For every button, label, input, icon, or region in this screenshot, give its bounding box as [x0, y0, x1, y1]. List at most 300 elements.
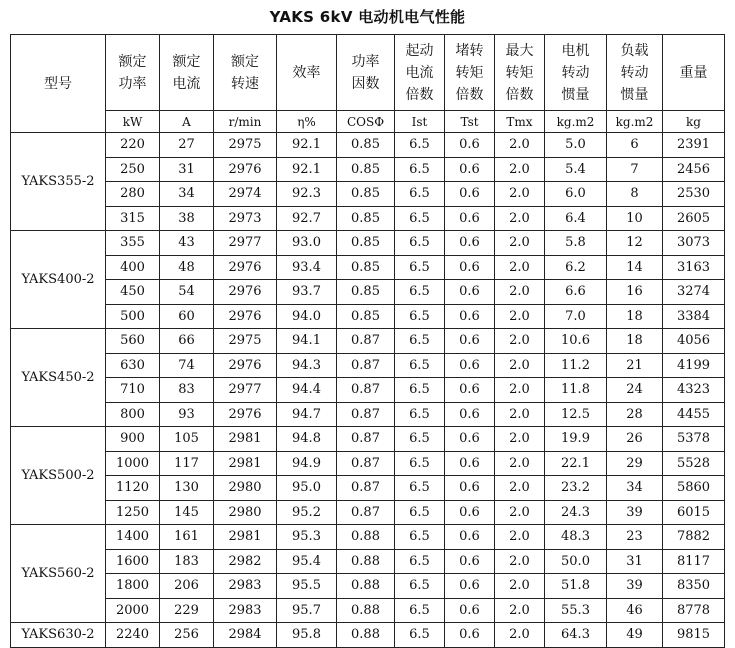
value-cell: 2456 — [663, 157, 725, 182]
value-cell: 93.0 — [277, 231, 337, 256]
value-cell: 630 — [106, 353, 160, 378]
value-cell: 95.8 — [277, 623, 337, 648]
table-header — [11, 35, 725, 133]
value-cell: 64.3 — [545, 623, 607, 648]
header-col-2 — [214, 35, 277, 111]
value-cell: 400 — [106, 255, 160, 280]
table-row — [11, 133, 725, 158]
header-label-line: 最大 — [505, 42, 534, 59]
header-label-line: 转动 — [620, 64, 649, 81]
value-cell: 6.5 — [395, 206, 445, 231]
value-cell: 0.88 — [337, 623, 395, 648]
value-cell: 0.85 — [337, 157, 395, 182]
value-cell: 2.0 — [495, 304, 545, 329]
value-cell: 2983 — [214, 598, 277, 623]
value-cell: 10.6 — [545, 329, 607, 354]
value-cell: 0.6 — [445, 549, 495, 574]
value-cell: 2.0 — [495, 157, 545, 182]
value-cell: 7.0 — [545, 304, 607, 329]
value-cell: 2.0 — [495, 451, 545, 476]
value-cell: 31 — [160, 157, 214, 182]
value-cell: 229 — [160, 598, 214, 623]
value-cell: 1800 — [106, 574, 160, 599]
model-cell: YAKS630-2 — [11, 623, 106, 648]
value-cell: 94.3 — [277, 353, 337, 378]
value-cell: 6.5 — [395, 549, 445, 574]
unit-cell: COSΦ — [337, 111, 395, 133]
header-col-7 — [495, 35, 545, 111]
value-cell: 6.5 — [395, 133, 445, 158]
value-cell: 95.0 — [277, 476, 337, 501]
value-cell: 21 — [607, 353, 663, 378]
value-cell: 6.5 — [395, 378, 445, 403]
value-cell: 2605 — [663, 206, 725, 231]
value-cell: 54 — [160, 280, 214, 305]
value-cell: 22.1 — [545, 451, 607, 476]
value-cell: 92.7 — [277, 206, 337, 231]
table-row — [11, 182, 725, 207]
value-cell: 2.0 — [495, 206, 545, 231]
value-cell: 7882 — [663, 525, 725, 550]
value-cell: 2982 — [214, 549, 277, 574]
header-label-line: 功率 — [118, 75, 147, 92]
table-row — [11, 353, 725, 378]
table-row — [11, 476, 725, 501]
value-cell: 2981 — [214, 427, 277, 452]
table-row — [11, 525, 725, 550]
value-cell: 23.2 — [545, 476, 607, 501]
value-cell: 2981 — [214, 525, 277, 550]
value-cell: 2980 — [214, 500, 277, 525]
value-cell: 0.85 — [337, 182, 395, 207]
value-cell: 183 — [160, 549, 214, 574]
value-cell: 8 — [607, 182, 663, 207]
header-label-line: 转矩 — [455, 64, 484, 81]
unit-cell: r/min — [214, 111, 277, 133]
value-cell: 34 — [607, 476, 663, 501]
header-label-line: 转动 — [561, 64, 590, 81]
header-model: 型号 — [11, 35, 106, 133]
header-row-units — [11, 111, 725, 133]
value-cell: 0.6 — [445, 402, 495, 427]
table-row — [11, 549, 725, 574]
header-label-line: 负载 — [620, 42, 649, 59]
value-cell: 2976 — [214, 255, 277, 280]
value-cell: 0.6 — [445, 133, 495, 158]
value-cell: 6 — [607, 133, 663, 158]
header-col-0 — [106, 35, 160, 111]
value-cell: 2391 — [663, 133, 725, 158]
value-cell: 2974 — [214, 182, 277, 207]
value-cell: 2980 — [214, 476, 277, 501]
value-cell: 1000 — [106, 451, 160, 476]
value-cell: 2977 — [214, 378, 277, 403]
value-cell: 93 — [160, 402, 214, 427]
value-cell: 2976 — [214, 304, 277, 329]
value-cell: 43 — [160, 231, 214, 256]
value-cell: 3274 — [663, 280, 725, 305]
value-cell: 66 — [160, 329, 214, 354]
table-row — [11, 574, 725, 599]
value-cell: 0.6 — [445, 525, 495, 550]
value-cell: 2.0 — [495, 402, 545, 427]
value-cell: 4199 — [663, 353, 725, 378]
model-cell: YAKS450-2 — [11, 329, 106, 427]
value-cell: 206 — [160, 574, 214, 599]
value-cell: 27 — [160, 133, 214, 158]
value-cell: 0.6 — [445, 500, 495, 525]
unit-cell: kg.m2 — [545, 111, 607, 133]
value-cell: 0.6 — [445, 353, 495, 378]
value-cell: 4323 — [663, 378, 725, 403]
value-cell: 2983 — [214, 574, 277, 599]
value-cell: 0.87 — [337, 451, 395, 476]
value-cell: 7 — [607, 157, 663, 182]
value-cell: 6.5 — [395, 157, 445, 182]
value-cell: 220 — [106, 133, 160, 158]
value-cell: 105 — [160, 427, 214, 452]
value-cell: 14 — [607, 255, 663, 280]
value-cell: 2.0 — [495, 549, 545, 574]
value-cell: 55.3 — [545, 598, 607, 623]
value-cell: 74 — [160, 353, 214, 378]
value-cell: 117 — [160, 451, 214, 476]
value-cell: 3384 — [663, 304, 725, 329]
value-cell: 2.0 — [495, 378, 545, 403]
value-cell: 0.6 — [445, 329, 495, 354]
table-row — [11, 231, 725, 256]
value-cell: 0.85 — [337, 255, 395, 280]
header-label-line: 电机 — [561, 42, 590, 59]
header-label-line: 倍数 — [405, 86, 434, 103]
table-row — [11, 329, 725, 354]
header-label-line: 额定 — [231, 53, 259, 70]
value-cell: 0.87 — [337, 476, 395, 501]
value-cell: 31 — [607, 549, 663, 574]
value-cell: 6.4 — [545, 206, 607, 231]
value-cell: 2975 — [214, 133, 277, 158]
value-cell: 46 — [607, 598, 663, 623]
value-cell: 2.0 — [495, 182, 545, 207]
header-label-line: 重量 — [679, 64, 708, 81]
unit-cell: Tmx — [495, 111, 545, 133]
value-cell: 9815 — [663, 623, 725, 648]
header-col-3 — [277, 35, 337, 111]
value-cell: 50.0 — [545, 549, 607, 574]
value-cell: 0.6 — [445, 231, 495, 256]
value-cell: 6.2 — [545, 255, 607, 280]
value-cell: 256 — [160, 623, 214, 648]
value-cell: 94.4 — [277, 378, 337, 403]
value-cell: 2240 — [106, 623, 160, 648]
value-cell: 49 — [607, 623, 663, 648]
unit-cell: A — [160, 111, 214, 133]
value-cell: 12 — [607, 231, 663, 256]
model-cell: YAKS500-2 — [11, 427, 106, 525]
value-cell: 6.5 — [395, 231, 445, 256]
value-cell: 95.5 — [277, 574, 337, 599]
value-cell: 2.0 — [495, 255, 545, 280]
value-cell: 10 — [607, 206, 663, 231]
value-cell: 39 — [607, 500, 663, 525]
value-cell: 0.6 — [445, 427, 495, 452]
value-cell: 95.3 — [277, 525, 337, 550]
value-cell: 6.5 — [395, 255, 445, 280]
value-cell: 6.5 — [395, 280, 445, 305]
value-cell: 2976 — [214, 157, 277, 182]
value-cell: 2973 — [214, 206, 277, 231]
model-cell: YAKS355-2 — [11, 133, 106, 231]
value-cell: 0.87 — [337, 353, 395, 378]
value-cell: 2.0 — [495, 598, 545, 623]
table-body — [11, 133, 725, 648]
value-cell: 6.5 — [395, 427, 445, 452]
value-cell: 0.6 — [445, 623, 495, 648]
page-title: YAKS 6kV 电动机电气性能 — [269, 8, 466, 26]
value-cell: 2.0 — [495, 476, 545, 501]
unit-cell: kW — [106, 111, 160, 133]
value-cell: 8117 — [663, 549, 725, 574]
header-col-8 — [545, 35, 607, 111]
value-cell: 2.0 — [495, 280, 545, 305]
header-label-line: 惯量 — [561, 86, 590, 103]
value-cell: 6.6 — [545, 280, 607, 305]
table-row — [11, 402, 725, 427]
header-col-1 — [160, 35, 214, 111]
header-col-5 — [395, 35, 445, 111]
value-cell: 29 — [607, 451, 663, 476]
value-cell: 2000 — [106, 598, 160, 623]
value-cell: 315 — [106, 206, 160, 231]
value-cell: 2976 — [214, 280, 277, 305]
value-cell: 6.5 — [395, 304, 445, 329]
value-cell: 83 — [160, 378, 214, 403]
value-cell: 0.6 — [445, 574, 495, 599]
value-cell: 92.1 — [277, 157, 337, 182]
value-cell: 51.8 — [545, 574, 607, 599]
value-cell: 2977 — [214, 231, 277, 256]
table-row — [11, 255, 725, 280]
value-cell: 23 — [607, 525, 663, 550]
value-cell: 2.0 — [495, 574, 545, 599]
value-cell: 0.6 — [445, 255, 495, 280]
value-cell: 0.88 — [337, 574, 395, 599]
value-cell: 3073 — [663, 231, 725, 256]
value-cell: 92.1 — [277, 133, 337, 158]
value-cell: 6.5 — [395, 525, 445, 550]
value-cell: 0.87 — [337, 378, 395, 403]
value-cell: 6.5 — [395, 500, 445, 525]
value-cell: 1600 — [106, 549, 160, 574]
value-cell: 6.5 — [395, 329, 445, 354]
value-cell: 0.87 — [337, 402, 395, 427]
value-cell: 3163 — [663, 255, 725, 280]
value-cell: 450 — [106, 280, 160, 305]
value-cell: 2.0 — [495, 231, 545, 256]
value-cell: 0.88 — [337, 598, 395, 623]
value-cell: 94.7 — [277, 402, 337, 427]
value-cell: 24.3 — [545, 500, 607, 525]
value-cell: 6.5 — [395, 182, 445, 207]
value-cell: 4056 — [663, 329, 725, 354]
value-cell: 34 — [160, 182, 214, 207]
value-cell: 18 — [607, 304, 663, 329]
header-label-line: 倍数 — [455, 86, 484, 103]
value-cell: 28 — [607, 402, 663, 427]
value-cell: 5860 — [663, 476, 725, 501]
value-cell: 0.6 — [445, 157, 495, 182]
value-cell: 11.2 — [545, 353, 607, 378]
value-cell: 6.5 — [395, 402, 445, 427]
value-cell: 130 — [160, 476, 214, 501]
table-row — [11, 378, 725, 403]
value-cell: 95.7 — [277, 598, 337, 623]
value-cell: 2.0 — [495, 623, 545, 648]
value-cell: 0.88 — [337, 525, 395, 550]
value-cell: 95.2 — [277, 500, 337, 525]
header-col-4 — [337, 35, 395, 111]
value-cell: 2530 — [663, 182, 725, 207]
value-cell: 39 — [607, 574, 663, 599]
value-cell: 24 — [607, 378, 663, 403]
value-cell: 5.0 — [545, 133, 607, 158]
value-cell: 93.4 — [277, 255, 337, 280]
value-cell: 6.5 — [395, 451, 445, 476]
value-cell: 355 — [106, 231, 160, 256]
value-cell: 94.8 — [277, 427, 337, 452]
value-cell: 2.0 — [495, 500, 545, 525]
table-row — [11, 206, 725, 231]
value-cell: 0.6 — [445, 378, 495, 403]
value-cell: 0.6 — [445, 476, 495, 501]
value-cell: 0.87 — [337, 427, 395, 452]
value-cell: 8350 — [663, 574, 725, 599]
header-label-line: 因数 — [351, 75, 380, 92]
header-col-10 — [663, 35, 725, 111]
header-label-line: 起动 — [405, 42, 434, 59]
value-cell: 18 — [607, 329, 663, 354]
value-cell: 250 — [106, 157, 160, 182]
value-cell: 38 — [160, 206, 214, 231]
header-label-line: 倍数 — [505, 86, 534, 103]
value-cell: 0.85 — [337, 231, 395, 256]
value-cell: 0.85 — [337, 206, 395, 231]
value-cell: 0.88 — [337, 549, 395, 574]
value-cell: 2984 — [214, 623, 277, 648]
header-label-line: 电流 — [172, 75, 201, 92]
value-cell: 710 — [106, 378, 160, 403]
unit-cell: η% — [277, 111, 337, 133]
header-label-line: 额定 — [172, 53, 201, 70]
value-cell: 0.6 — [445, 182, 495, 207]
value-cell: 2976 — [214, 353, 277, 378]
unit-cell: Ist — [395, 111, 445, 133]
value-cell: 800 — [106, 402, 160, 427]
value-cell: 560 — [106, 329, 160, 354]
value-cell: 2.0 — [495, 133, 545, 158]
value-cell: 0.85 — [337, 304, 395, 329]
header-row-labels — [11, 35, 725, 111]
value-cell: 6.5 — [395, 598, 445, 623]
value-cell: 500 — [106, 304, 160, 329]
header-label-line: 堵转 — [455, 42, 484, 59]
value-cell: 5378 — [663, 427, 725, 452]
value-cell: 0.87 — [337, 329, 395, 354]
value-cell: 2981 — [214, 451, 277, 476]
model-cell: YAKS400-2 — [11, 231, 106, 329]
header-col-6 — [445, 35, 495, 111]
value-cell: 0.85 — [337, 280, 395, 305]
value-cell: 6.5 — [395, 353, 445, 378]
table-row — [11, 157, 725, 182]
value-cell: 2.0 — [495, 353, 545, 378]
unit-cell: Tst — [445, 111, 495, 133]
value-cell: 26 — [607, 427, 663, 452]
value-cell: 60 — [160, 304, 214, 329]
value-cell: 92.3 — [277, 182, 337, 207]
value-cell: 2.0 — [495, 525, 545, 550]
value-cell: 6.5 — [395, 476, 445, 501]
value-cell: 16 — [607, 280, 663, 305]
value-cell: 19.9 — [545, 427, 607, 452]
header-label-line: 效率 — [292, 64, 321, 81]
header-label-line: 电流 — [405, 64, 434, 81]
header-label-line: 转矩 — [505, 64, 534, 81]
value-cell: 0.85 — [337, 133, 395, 158]
value-cell: 11.8 — [545, 378, 607, 403]
unit-cell: kg — [663, 111, 725, 133]
value-cell: 6.0 — [545, 182, 607, 207]
value-cell: 94.0 — [277, 304, 337, 329]
model-cell: YAKS560-2 — [11, 525, 106, 623]
value-cell: 5.8 — [545, 231, 607, 256]
header-col-9 — [607, 35, 663, 111]
value-cell: 6.5 — [395, 574, 445, 599]
value-cell: 1400 — [106, 525, 160, 550]
header-label-line: 额定 — [118, 53, 147, 70]
value-cell: 2975 — [214, 329, 277, 354]
value-cell: 2.0 — [495, 427, 545, 452]
value-cell: 5528 — [663, 451, 725, 476]
value-cell: 48 — [160, 255, 214, 280]
value-cell: 0.6 — [445, 206, 495, 231]
value-cell: 0.87 — [337, 500, 395, 525]
table-row — [11, 304, 725, 329]
unit-cell: kg.m2 — [607, 111, 663, 133]
value-cell: 48.3 — [545, 525, 607, 550]
value-cell: 1120 — [106, 476, 160, 501]
value-cell: 2976 — [214, 402, 277, 427]
value-cell: 94.9 — [277, 451, 337, 476]
value-cell: 280 — [106, 182, 160, 207]
table-row — [11, 451, 725, 476]
table-row — [11, 500, 725, 525]
value-cell: 94.1 — [277, 329, 337, 354]
value-cell: 161 — [160, 525, 214, 550]
value-cell: 0.6 — [445, 598, 495, 623]
table-row — [11, 427, 725, 452]
table-row — [11, 623, 725, 648]
value-cell: 2.0 — [495, 329, 545, 354]
header-label-line: 转速 — [231, 75, 259, 92]
value-cell: 0.6 — [445, 451, 495, 476]
value-cell: 0.6 — [445, 280, 495, 305]
table-row — [11, 598, 725, 623]
value-cell: 6015 — [663, 500, 725, 525]
value-cell: 900 — [106, 427, 160, 452]
value-cell: 6.5 — [395, 623, 445, 648]
value-cell: 145 — [160, 500, 214, 525]
